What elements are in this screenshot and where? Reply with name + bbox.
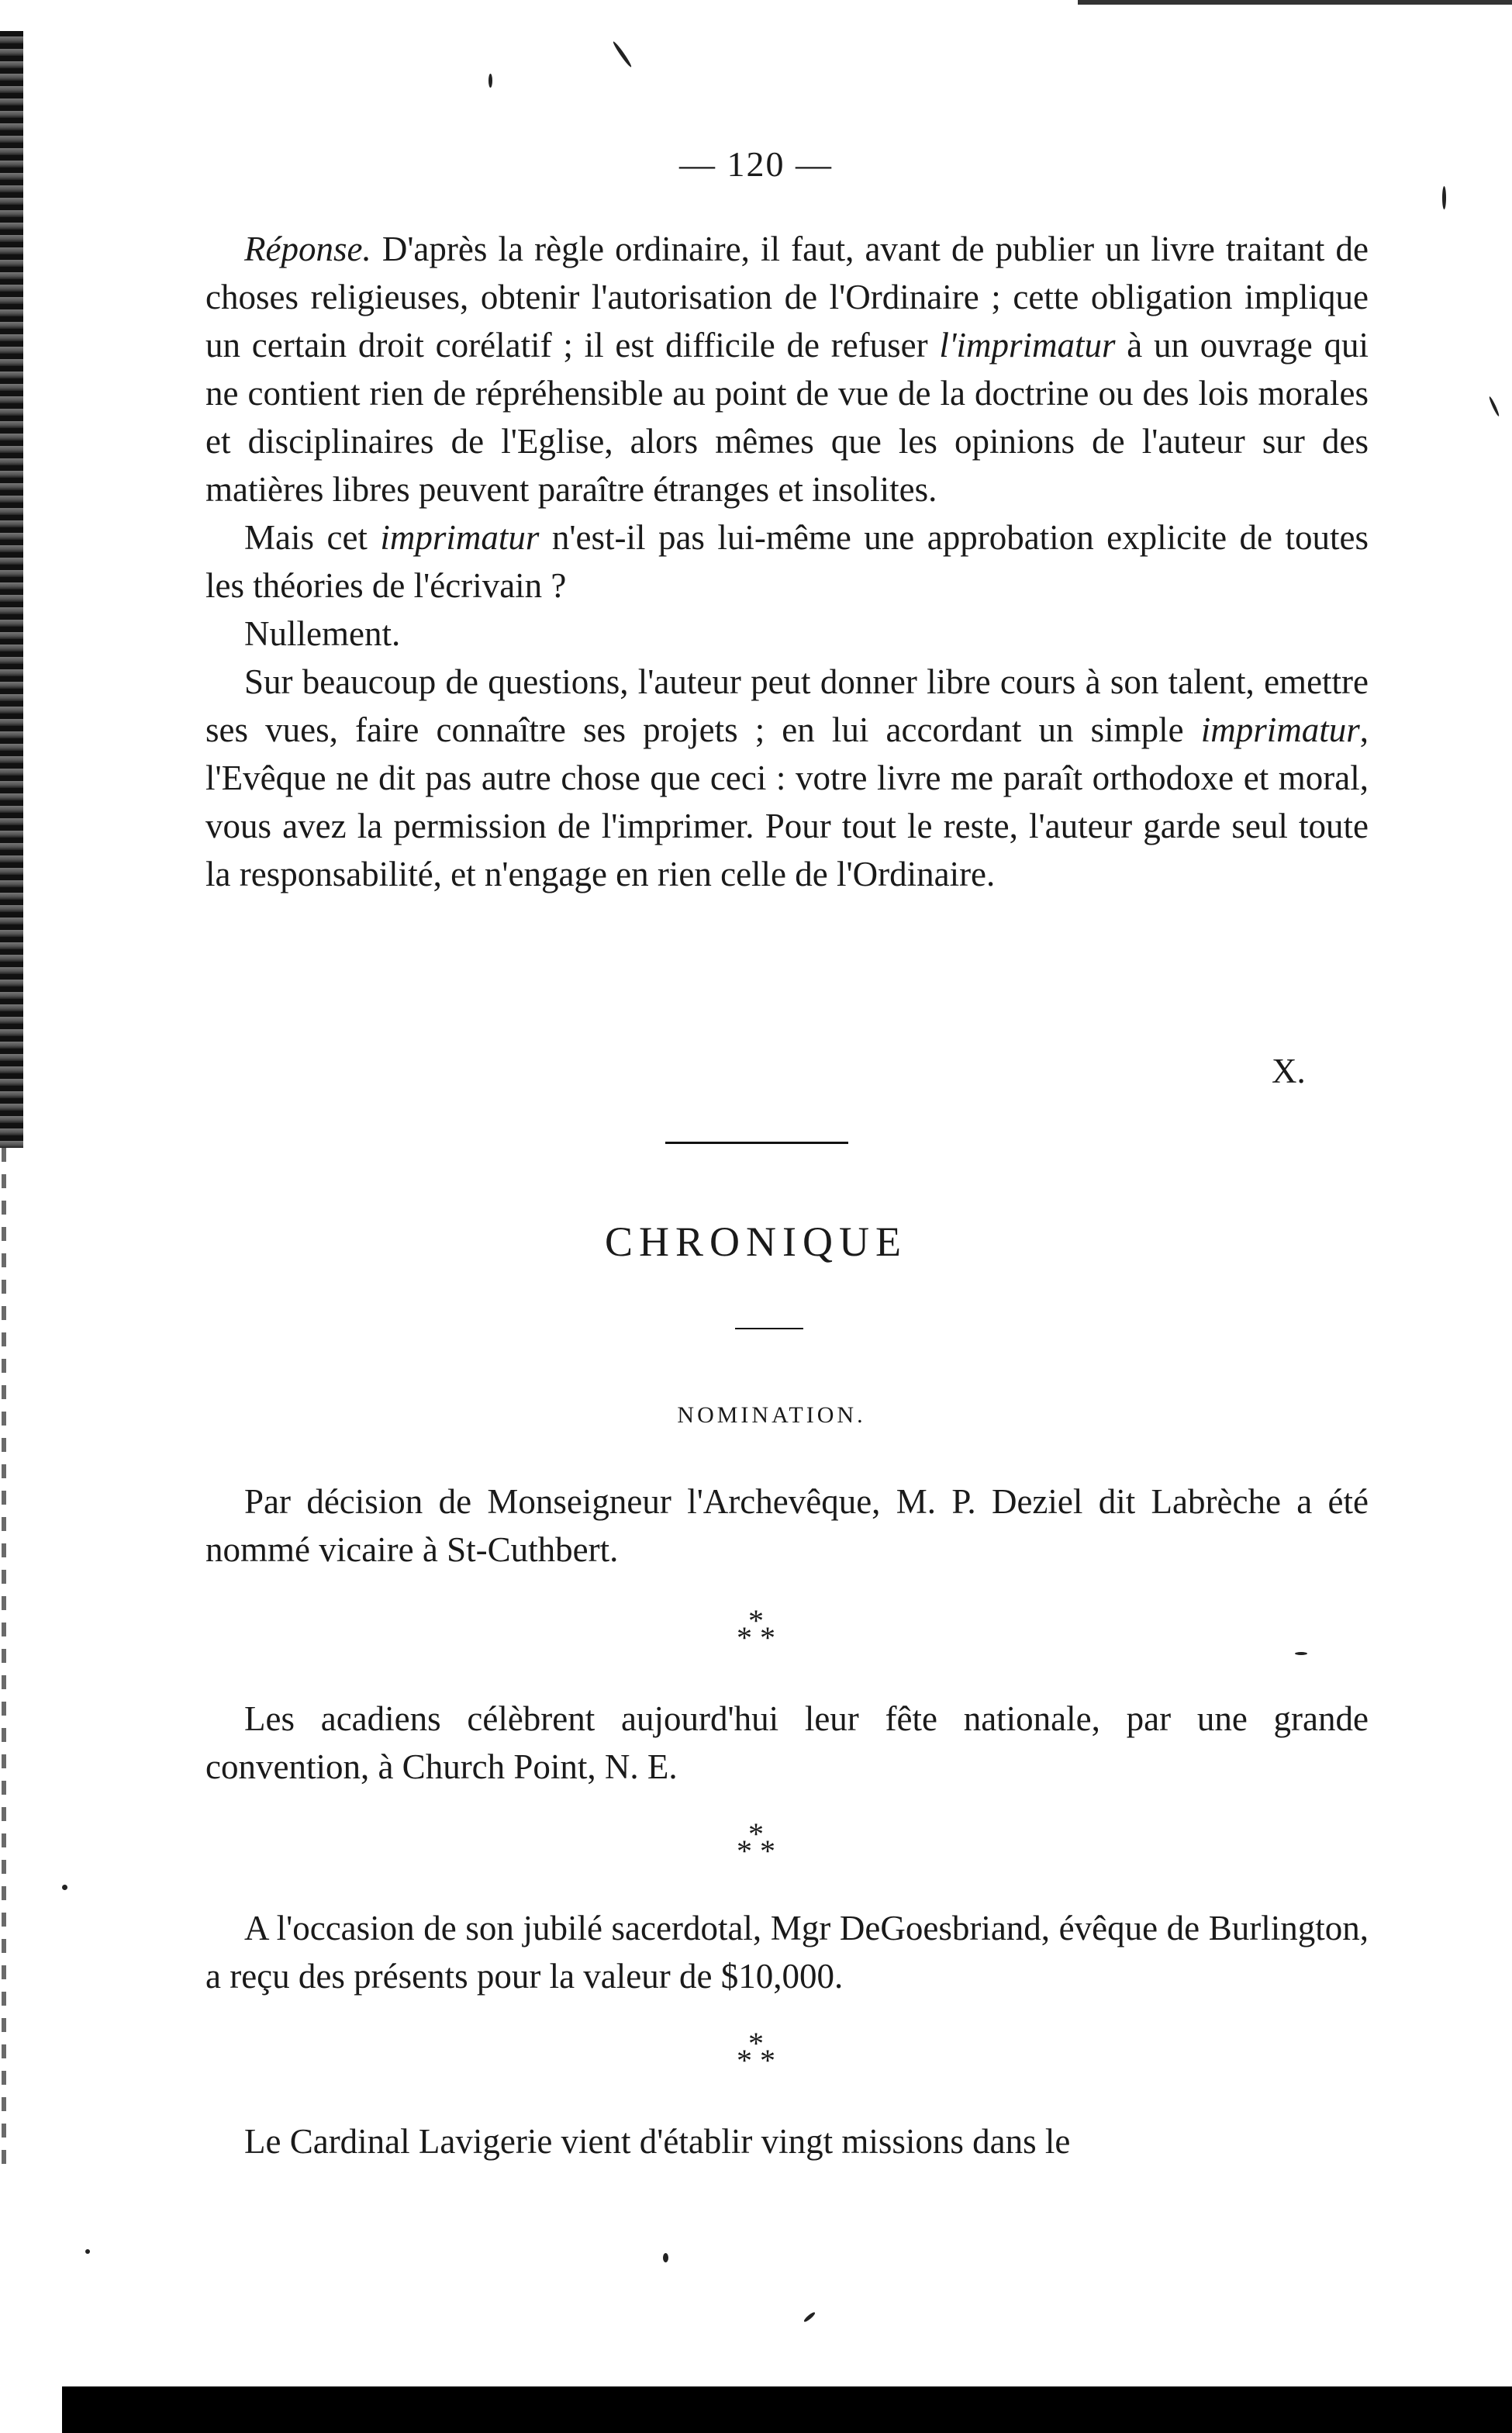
imprimatur-term: l'imprimatur	[939, 326, 1116, 365]
section-divider	[665, 1142, 848, 1144]
chronique-item-text: Les acadiens célèbrent aujourd'hui leur fête nationale, par une grande convention, à Church Point, N. E.	[205, 1699, 1369, 1786]
scan-speck	[612, 40, 633, 68]
asterism-separator: * * *	[737, 1603, 775, 1655]
chronique-item-text: Le Cardinal Lavigerie vient d'établir vingt missions dans le	[244, 2122, 1071, 2161]
asterism-separator: * * *	[737, 2026, 775, 2078]
closing-text: , l'Evêque ne dit pas autre chose que ceci : votre livre me paraît orthodoxe et moral, vous avez la permission de l'imprimer. Pour tout le reste, l'auteur garde seul toute la responsabilité, et n'engage en rien celle de l'Ordinaire.	[205, 710, 1369, 893]
scan-speck	[663, 2253, 668, 2262]
chronique-item	[205, 1904, 1369, 2000]
scan-edge-top	[1078, 0, 1512, 5]
scan-edge-left-thin	[2, 1148, 6, 2172]
scan-speck	[62, 1885, 67, 1890]
short-answer: Nullement.	[244, 614, 401, 653]
chronique-item	[205, 1695, 1369, 1791]
reponse-paragraph	[205, 225, 1369, 513]
question-paragraph	[205, 513, 1369, 610]
author-signature: X.	[1272, 1052, 1306, 1090]
chronique-item-text: A l'occasion de son jubilé sacerdotal, Mgr DeGoesbriand, évêque de Burlington, a reçu des présents pour la valeur de $10,000.	[205, 1909, 1369, 1996]
question-text: Mais cet	[244, 518, 381, 557]
asterism-separator: * * *	[737, 1816, 775, 1868]
chronique-item-text: Par décision de Monseigneur l'Archevêque, M. P. Deziel dit Labrèche a été nommé vicaire à St-Cuthbert.	[205, 1482, 1369, 1569]
scan-speck	[1488, 396, 1500, 416]
page-number: — 120 —	[679, 144, 833, 184]
scan-speck	[488, 74, 492, 88]
scan-speck	[85, 2249, 90, 2254]
question-text: n'est-il pas lui-même une approbation explicite de toutes les théories de l'écrivain ?	[205, 518, 1369, 605]
closing-paragraph	[205, 658, 1369, 898]
imprimatur-term: imprimatur	[1200, 710, 1360, 749]
scan-speck	[803, 2311, 816, 2323]
scan-edge-bottom	[62, 2386, 1512, 2433]
closing-text: Sur beaucoup de questions, l'auteur peut donner libre cours à son talent, emettre ses vues, faire connaître ses projets ; en lui accordant un simple	[205, 662, 1369, 749]
section-heading-nomination: NOMINATION.	[677, 1402, 866, 1428]
title-underline	[735, 1328, 803, 1329]
chronique-title: CHRONIQUE	[605, 1218, 907, 1265]
reponse-text: D'après la règle ordinaire, il faut, avant de publier un livre traitant de choses religieuses, obtenir l'autorisation de l'Ordinaire ; cette obligation implique un certain droit corélatif ; il est difficile de refuser	[205, 230, 1369, 365]
scan-edge-left	[0, 31, 23, 1148]
answer-section	[205, 225, 1369, 898]
imprimatur-term: imprimatur	[380, 518, 540, 557]
scan-speck	[1442, 186, 1446, 209]
chronique-item	[205, 2117, 1369, 2165]
chronique-item	[205, 1477, 1369, 1574]
reponse-label: Réponse.	[244, 230, 371, 268]
reponse-text: à un ouvrage qui ne contient rien de répréhensible au point de vue de la doctrine ou des lois morales et disciplinaires de l'Eglise, alors mêmes que les opinions de l'auteur sur des matières libres peuvent paraître étranges et insolites.	[205, 326, 1369, 509]
